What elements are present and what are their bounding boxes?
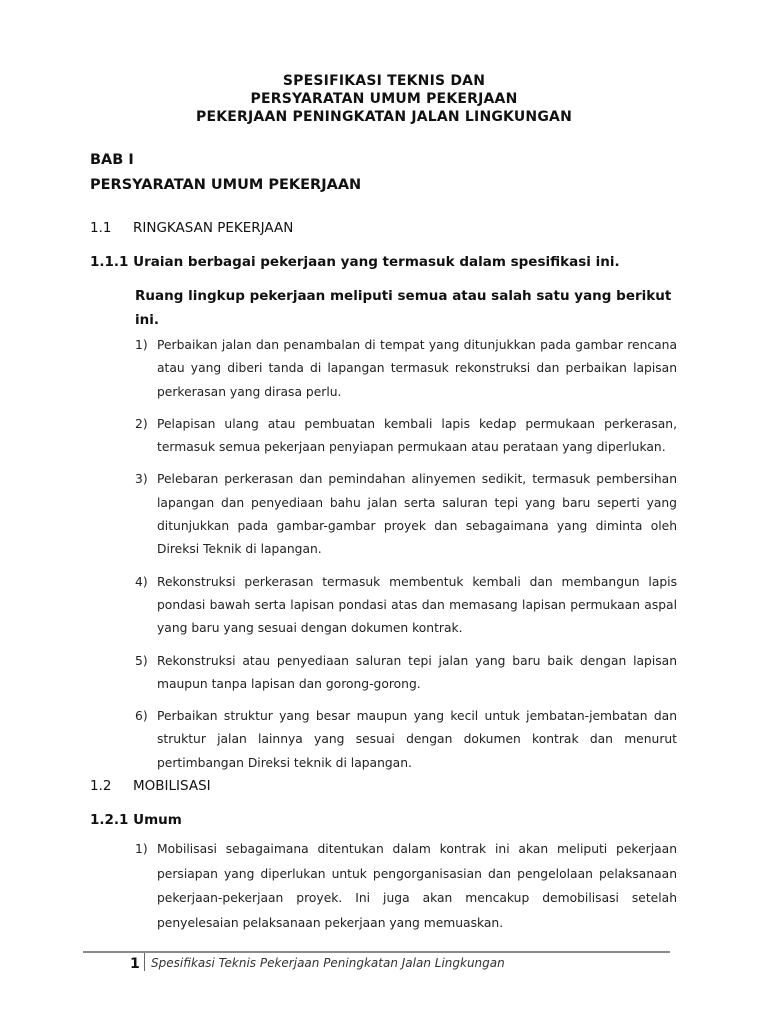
list-item-number: 6) xyxy=(135,709,148,724)
section-title: MOBILISASI xyxy=(133,778,211,794)
list-item-text: Perbaikan struktur yang besar maupun yang kecil untuk jembatan-jembatan dan struktur jalan lainnya yang sesuai dengan dokumen kontrak dan menurut pertimbangan Direksi teknik di lapangan. xyxy=(157,709,677,770)
list-item-text: Pelebaran perkerasan dan pemindahan alinyemen sedikit, termasuk pembersihan lapangan dan penyediaan bahu jalan serta saluran tepi yang baru seperti yang ditunjukkan pada gambar-gambar proyek dan sebagaimana yang diminta oleh Direksi Teknik di lapangan. xyxy=(157,472,677,557)
document-title xyxy=(0,72,768,126)
chapter-title: PERSYARATAN UMUM PEKERJAAN xyxy=(90,177,362,193)
section-number: 1.1 xyxy=(90,220,112,236)
list-item xyxy=(135,650,677,697)
list-item-text: Rekonstruksi atau penyediaan saluran tepi jalan yang baru baik dengan lapisan maupun tanpa lapisan dan gorong-gorong. xyxy=(157,653,677,691)
list-item-text: Rekonstruksi perkerasan termasuk membentuk kembali dan membangun lapis pondasi bawah serta lapisan pondasi atas dan memasang lapisan permukaan aspal yang baru yang sesuai dengan dokumen kontrak. xyxy=(157,574,677,636)
footer-text: Spesifikasi Teknis Pekerjaan Peningkatan Jalan Lingkungan xyxy=(151,956,505,970)
list-item-text: Perbaikan jalan dan penambalan di tempat yang ditunjukkan pada gambar rencana atau yang diberi tanda di lapangan termasuk rekonstruksi dan perbaikan lapisan perkerasan yang dirasa perlu. xyxy=(157,338,677,399)
mobilization-list xyxy=(135,837,677,935)
title-line-1: SPESIFIKASI TEKNIS DAN xyxy=(282,73,486,89)
list-item-text: Pelapisan ulang atau pembuatan kembali lapis kedap permukaan perkerasan, termasuk semua pekerjaan penyiapan permukaan atau perataan yang diperlukan. xyxy=(157,416,677,455)
footer-separator xyxy=(144,953,145,971)
list-item xyxy=(135,705,677,775)
list-item xyxy=(135,571,677,641)
page-number: 1 xyxy=(130,956,140,972)
section-1-1-heading xyxy=(90,220,293,236)
list-item-number: 3) xyxy=(135,472,148,487)
title-line-2: PERSYARATAN UMUM PEKERJAAN xyxy=(250,91,518,107)
section-title: RINGKASAN PEKERJAAN xyxy=(133,220,294,236)
section-number: 1.2 xyxy=(90,778,112,794)
subsection-1-1-1-heading: 1.1.1 Uraian berbagai pekerjaan yang termasuk dalam spesifikasi ini. xyxy=(90,254,620,270)
list-item xyxy=(135,468,677,561)
list-item xyxy=(135,334,677,404)
scope-list xyxy=(135,334,677,775)
subsection-1-2-1-heading: 1.2.1 Umum xyxy=(90,812,182,828)
footer-divider xyxy=(83,951,670,953)
section-1-2-heading xyxy=(90,778,211,794)
list-item xyxy=(135,413,677,460)
chapter-label: BAB I xyxy=(90,152,134,168)
list-item-number: 2) xyxy=(135,416,148,431)
title-line-3: PEKERJAAN PENINGKATAN JALAN LINGKUNGAN xyxy=(196,109,572,125)
list-item-number: 4) xyxy=(135,574,148,589)
list-item-number: 5) xyxy=(135,653,148,668)
list-item-number: 1) xyxy=(135,842,148,856)
list-item xyxy=(135,837,677,935)
list-item-text: Mobilisasi sebagaimana ditentukan dalam kontrak ini akan meliputi pekerjaan persiapan yang diperlukan untuk pengorganisasian dan pengelolaan pelaksanaan pekerjaan-pekerjaan proyek. Ini juga akan mencakup demobilisasi setelah penyelesaian pelaksanaan pekerjaan yang memuaskan. xyxy=(157,842,677,930)
list-item-number: 1) xyxy=(135,338,148,352)
scope-intro-paragraph: Ruang lingkup pekerjaan meliputi semua atau salah satu yang berikut ini. xyxy=(135,288,672,328)
